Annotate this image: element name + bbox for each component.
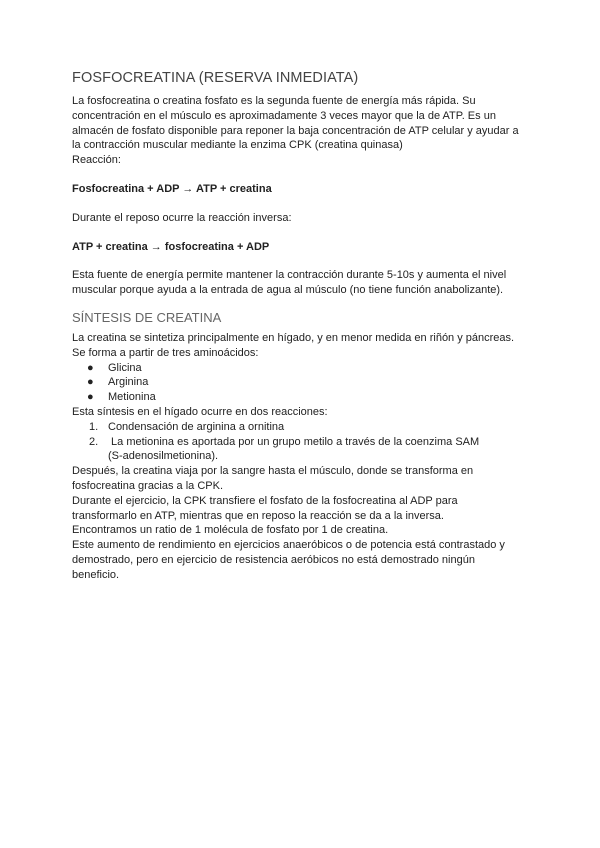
list-item-label: La metionina es aportada por un grupo metilo a través de la coenzima SAM: [108, 435, 480, 448]
duration-paragraph: [72, 268, 540, 298]
text-line: La fosfocreatina o creatina fosfato es la segunda fuente de energía más rápida. Su: [72, 95, 476, 107]
text-line: Reacción:: [72, 154, 121, 167]
closing-paragraph: [72, 464, 540, 582]
bullet-icon: ●: [87, 361, 94, 374]
list-item-label: Metionina: [108, 391, 156, 404]
reaction-forward: Fosfocreatina + ADP → ATP + creatina: [72, 182, 272, 195]
list-item: [72, 375, 540, 390]
list-item-label: Condensación de arginina a ornitina: [108, 420, 285, 433]
text-line: transformarlo en ATP, mientras que en reposo la reacción se da a la inversa.: [72, 509, 444, 522]
reaction-inverse: ATP + creatina → fosfocreatina + ADP: [72, 240, 270, 253]
text-line: demostrado, pero en ejercicio de resistencia aeróbicos no está demostrado ningún: [72, 553, 475, 566]
list-item: [72, 390, 540, 405]
list-item-label: Glicina: [108, 361, 142, 374]
rest-text: Durante el reposo ocurre la reacción inversa:: [72, 211, 292, 224]
text-line: fosfocreatina gracias a la CPK.: [72, 479, 224, 492]
text-line: Encontramos un ratio de 1 molécula de fosfato por 1 de creatina.: [72, 524, 389, 537]
list-number: 1.: [89, 420, 99, 433]
list-item: [72, 435, 540, 465]
bullet-icon: ●: [87, 376, 94, 389]
liver-text: Esta síntesis en el hígado ocurre en dos reacciones:: [72, 405, 328, 418]
list-item-label: (S-adenosilmetionina).: [108, 450, 219, 463]
text-line: Se forma a partir de tres aminoácidos:: [72, 346, 259, 359]
list-item: [72, 420, 540, 435]
reaction-list: [72, 420, 540, 464]
text-line: beneficio.: [72, 568, 120, 581]
amino-acid-list: [72, 361, 540, 405]
text-line: Durante el ejercicio, la CPK transfiere el fosfato de la fosfocreatina al ADP para: [72, 494, 458, 507]
list-item-label: Arginina: [108, 376, 149, 389]
synthesis-paragraph: [72, 331, 540, 361]
text-line: almacén de fosfato disponible para reponer la baja concentración de ATP celular y ayudar a: [72, 124, 519, 137]
text-line: la contracción muscular mediante la enzima CPK (creatina quinasa): [72, 139, 403, 152]
list-item: [72, 361, 540, 376]
intro-paragraph: [72, 94, 540, 168]
text-line: Esta fuente de energía permite mantener la contracción durante 5-10s y aumenta el nivel: [72, 269, 507, 282]
text-line: concentración en el músculo es aproximadamente 3 veces mayor que la de ATP. Es un: [72, 109, 496, 122]
text-line: Después, la creatina viaja por la sangre hasta el músculo, donde se transforma en: [72, 465, 474, 478]
section-subheading: SÍNTESIS DE CREATINA: [72, 309, 222, 325]
text-line: muscular porque ayuda a la entrada de agua al músculo (no tiene función anabolizante).: [72, 284, 504, 297]
list-number: 2.: [89, 435, 99, 448]
section-heading: FOSFOCREATINA (RESERVA INMEDIATA): [72, 70, 359, 86]
text-line: La creatina se sintetiza principalmente en hígado, y en menor medida en riñón y páncreas.: [72, 331, 515, 344]
text-line: Este aumento de rendimiento en ejercicios anaeróbicos o de potencia está contrastado y: [72, 539, 505, 552]
bullet-icon: ●: [87, 391, 94, 404]
